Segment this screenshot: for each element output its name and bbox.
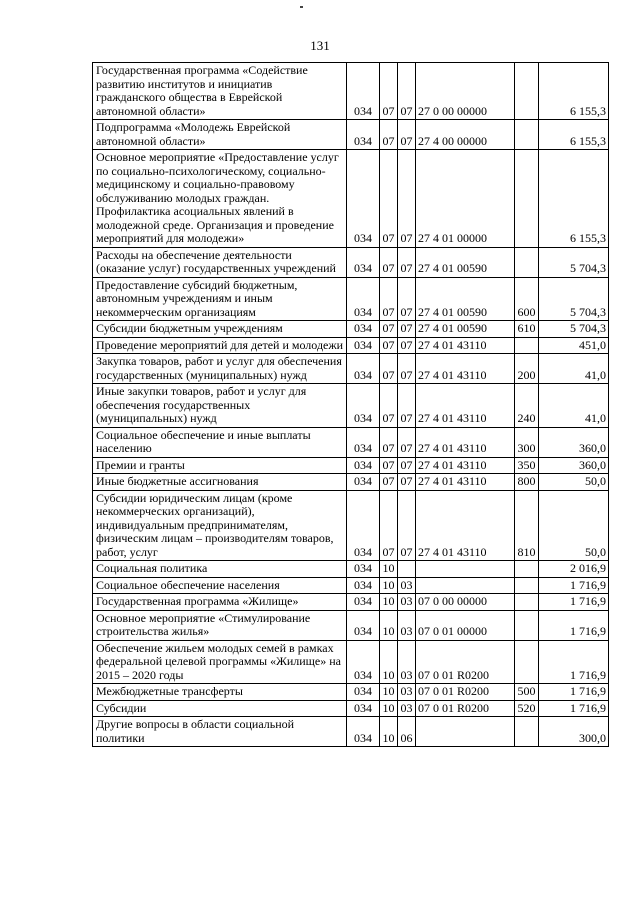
table-row xyxy=(93,321,609,338)
cell-name: Проведение мероприятий для детей и молодежи xyxy=(93,337,347,354)
cell-name: Основное мероприятие «Стимулирование строительства жилья» xyxy=(93,610,347,640)
cell-section: 10 xyxy=(380,577,398,594)
cell-grbs: 034 xyxy=(347,63,380,120)
cell-expense-type: 240 xyxy=(515,384,539,428)
cell-grbs: 034 xyxy=(347,321,380,338)
cell-section: 07 xyxy=(380,427,398,457)
budget-table-body xyxy=(93,63,609,747)
table-row xyxy=(93,577,609,594)
cell-subsection: 07 xyxy=(398,457,416,474)
cell-name: Государственная программа «Содействие развитию институтов и инициатив гражданского общества в Еврейской автономной области» xyxy=(93,63,347,120)
cell-expense-type xyxy=(515,63,539,120)
cell-section: 10 xyxy=(380,594,398,611)
cell-subsection: 03 xyxy=(398,610,416,640)
cell-target-article xyxy=(416,561,515,578)
cell-subsection: 03 xyxy=(398,577,416,594)
cell-target-article: 27 4 00 00000 xyxy=(416,120,515,150)
table-row xyxy=(93,717,609,747)
cell-name: Социальное обеспечение и иные выплаты населению xyxy=(93,427,347,457)
cell-target-article: 07 0 01 00000 xyxy=(416,610,515,640)
cell-target-article: 07 0 01 R0200 xyxy=(416,640,515,684)
cell-amount: 50,0 xyxy=(539,474,609,491)
cell-name: Государственная программа «Жилище» xyxy=(93,594,347,611)
cell-grbs: 034 xyxy=(347,427,380,457)
cell-expense-type xyxy=(515,640,539,684)
cell-expense-type: 520 xyxy=(515,700,539,717)
cell-subsection: 07 xyxy=(398,150,416,248)
cell-grbs: 034 xyxy=(347,474,380,491)
cell-amount: 6 155,3 xyxy=(539,63,609,120)
cell-amount: 1 716,9 xyxy=(539,610,609,640)
cell-name: Предоставление субсидий бюджетным, автономным учреждениям и иным некоммерческим организациям xyxy=(93,277,347,321)
cell-grbs: 034 xyxy=(347,490,380,561)
cell-subsection: 06 xyxy=(398,717,416,747)
cell-section: 07 xyxy=(380,384,398,428)
cell-amount: 1 716,9 xyxy=(539,700,609,717)
cell-amount: 5 704,3 xyxy=(539,277,609,321)
cell-amount: 5 704,3 xyxy=(539,247,609,277)
cell-grbs: 034 xyxy=(347,577,380,594)
cell-subsection: 07 xyxy=(398,354,416,384)
cell-subsection: 07 xyxy=(398,490,416,561)
cell-amount: 2 016,9 xyxy=(539,561,609,578)
table-row xyxy=(93,427,609,457)
cell-amount: 360,0 xyxy=(539,457,609,474)
cell-subsection xyxy=(398,561,416,578)
cell-section: 07 xyxy=(380,337,398,354)
cell-target-article: 27 4 01 00590 xyxy=(416,277,515,321)
cell-subsection: 07 xyxy=(398,321,416,338)
cell-name: Межбюджетные трансферты xyxy=(93,684,347,701)
cell-amount: 41,0 xyxy=(539,354,609,384)
cell-expense-type xyxy=(515,337,539,354)
cell-name: Субсидии xyxy=(93,700,347,717)
table-row xyxy=(93,150,609,248)
cell-grbs: 034 xyxy=(347,384,380,428)
cell-subsection: 07 xyxy=(398,384,416,428)
cell-expense-type xyxy=(515,717,539,747)
cell-section: 10 xyxy=(380,684,398,701)
cell-section: 07 xyxy=(380,150,398,248)
cell-name: Иные закупки товаров, работ и услуг для обеспечения государственных (муниципальных) нужд xyxy=(93,384,347,428)
cell-target-article: 27 4 01 43110 xyxy=(416,354,515,384)
table-row xyxy=(93,684,609,701)
table-row xyxy=(93,63,609,120)
cell-target-article: 27 4 01 43110 xyxy=(416,474,515,491)
cell-expense-type: 810 xyxy=(515,490,539,561)
cell-subsection: 07 xyxy=(398,427,416,457)
cell-section: 07 xyxy=(380,247,398,277)
cell-section: 10 xyxy=(380,561,398,578)
table-row xyxy=(93,561,609,578)
cell-name: Премии и гранты xyxy=(93,457,347,474)
cell-target-article xyxy=(416,717,515,747)
cell-name: Подпрограмма «Молодежь Еврейской автономной области» xyxy=(93,120,347,150)
cell-target-article: 27 4 01 43110 xyxy=(416,337,515,354)
cell-amount: 1 716,9 xyxy=(539,640,609,684)
table-row xyxy=(93,594,609,611)
table-row xyxy=(93,337,609,354)
cell-subsection: 07 xyxy=(398,63,416,120)
cell-amount: 300,0 xyxy=(539,717,609,747)
cell-grbs: 034 xyxy=(347,277,380,321)
cell-subsection: 07 xyxy=(398,474,416,491)
cell-expense-type xyxy=(515,577,539,594)
table-row xyxy=(93,277,609,321)
cell-section: 07 xyxy=(380,474,398,491)
cell-section: 07 xyxy=(380,354,398,384)
table-row xyxy=(93,700,609,717)
cell-subsection: 03 xyxy=(398,684,416,701)
cell-expense-type: 300 xyxy=(515,427,539,457)
cell-expense-type xyxy=(515,561,539,578)
cell-subsection: 07 xyxy=(398,247,416,277)
cell-amount: 50,0 xyxy=(539,490,609,561)
cell-target-article: 27 4 01 00590 xyxy=(416,321,515,338)
cell-subsection: 03 xyxy=(398,594,416,611)
cell-grbs: 034 xyxy=(347,150,380,248)
cell-expense-type: 500 xyxy=(515,684,539,701)
cell-target-article xyxy=(416,577,515,594)
cell-expense-type: 200 xyxy=(515,354,539,384)
cell-target-article: 27 4 01 00590 xyxy=(416,247,515,277)
table-row xyxy=(93,384,609,428)
cell-name: Расходы на обеспечение деятельности (оказание услуг) государственных учреждений xyxy=(93,247,347,277)
cell-amount: 1 716,9 xyxy=(539,684,609,701)
cell-amount: 451,0 xyxy=(539,337,609,354)
cell-section: 07 xyxy=(380,63,398,120)
cell-amount: 5 704,3 xyxy=(539,321,609,338)
table-row xyxy=(93,640,609,684)
cell-expense-type: 350 xyxy=(515,457,539,474)
table-row xyxy=(93,247,609,277)
cell-subsection: 07 xyxy=(398,337,416,354)
cell-name: Другие вопросы в области социальной политики xyxy=(93,717,347,747)
cell-name: Закупка товаров, работ и услуг для обеспечения государственных (муниципальных) нужд xyxy=(93,354,347,384)
cell-amount: 6 155,3 xyxy=(539,120,609,150)
cell-name: Обеспечение жильем молодых семей в рамках федеральной целевой программы «Жилище» на 2015 – 2020 годы xyxy=(93,640,347,684)
cell-subsection: 07 xyxy=(398,120,416,150)
table-row xyxy=(93,610,609,640)
cell-subsection: 03 xyxy=(398,700,416,717)
cell-expense-type xyxy=(515,120,539,150)
cell-expense-type: 800 xyxy=(515,474,539,491)
cell-amount: 1 716,9 xyxy=(539,577,609,594)
table-row xyxy=(93,120,609,150)
cell-name: Субсидии юридическим лицам (кроме некоммерческих организаций), индивидуальным предпринимателям, физическим лицам – производителям товаров, работ, услуг xyxy=(93,490,347,561)
cell-grbs: 034 xyxy=(347,247,380,277)
cell-expense-type xyxy=(515,610,539,640)
cell-section: 10 xyxy=(380,717,398,747)
cell-target-article: 27 0 00 00000 xyxy=(416,63,515,120)
table-row xyxy=(93,490,609,561)
cell-target-article: 07 0 01 R0200 xyxy=(416,700,515,717)
cell-grbs: 034 xyxy=(347,717,380,747)
cell-expense-type: 610 xyxy=(515,321,539,338)
cell-target-article: 27 4 01 00000 xyxy=(416,150,515,248)
cell-target-article: 27 4 01 43110 xyxy=(416,427,515,457)
cell-section: 07 xyxy=(380,120,398,150)
cell-grbs: 034 xyxy=(347,457,380,474)
cell-name: Основное мероприятие «Предоставление услуг по социально-психологическому, социально-медицинскому и социально-правовому обслуживанию молодых граждан. Профилактика асоциальных явлений в молодежной среде. Организация и проведение мероприятий для молодежи» xyxy=(93,150,347,248)
cell-expense-type xyxy=(515,150,539,248)
cell-target-article: 27 4 01 43110 xyxy=(416,384,515,428)
cell-name: Субсидии бюджетным учреждениям xyxy=(93,321,347,338)
cell-expense-type xyxy=(515,594,539,611)
cell-grbs: 034 xyxy=(347,640,380,684)
cell-target-article: 27 4 01 43110 xyxy=(416,457,515,474)
table-row xyxy=(93,354,609,384)
cell-grbs: 034 xyxy=(347,594,380,611)
cell-grbs: 034 xyxy=(347,120,380,150)
cell-amount: 1 716,9 xyxy=(539,594,609,611)
cell-section: 07 xyxy=(380,490,398,561)
cell-grbs: 034 xyxy=(347,684,380,701)
cell-target-article: 07 0 00 00000 xyxy=(416,594,515,611)
cell-section: 07 xyxy=(380,277,398,321)
table-row xyxy=(93,474,609,491)
cell-name: Социальная политика xyxy=(93,561,347,578)
cell-amount: 6 155,3 xyxy=(539,150,609,248)
cell-grbs: 034 xyxy=(347,561,380,578)
cell-grbs: 034 xyxy=(347,700,380,717)
cell-expense-type: 600 xyxy=(515,277,539,321)
cell-target-article: 27 4 01 43110 xyxy=(416,490,515,561)
cell-section: 07 xyxy=(380,321,398,338)
cell-subsection: 03 xyxy=(398,640,416,684)
scan-speck xyxy=(300,6,303,8)
cell-grbs: 034 xyxy=(347,610,380,640)
table-row xyxy=(93,457,609,474)
page-number: 131 xyxy=(310,38,330,53)
cell-name: Социальное обеспечение населения xyxy=(93,577,347,594)
cell-grbs: 034 xyxy=(347,337,380,354)
cell-expense-type xyxy=(515,247,539,277)
cell-name: Иные бюджетные ассигнования xyxy=(93,474,347,491)
cell-section: 10 xyxy=(380,700,398,717)
cell-subsection: 07 xyxy=(398,277,416,321)
budget-table xyxy=(92,62,609,747)
cell-target-article: 07 0 01 R0200 xyxy=(416,684,515,701)
cell-section: 10 xyxy=(380,610,398,640)
cell-section: 10 xyxy=(380,640,398,684)
cell-amount: 360,0 xyxy=(539,427,609,457)
cell-amount: 41,0 xyxy=(539,384,609,428)
cell-section: 07 xyxy=(380,457,398,474)
cell-grbs: 034 xyxy=(347,354,380,384)
